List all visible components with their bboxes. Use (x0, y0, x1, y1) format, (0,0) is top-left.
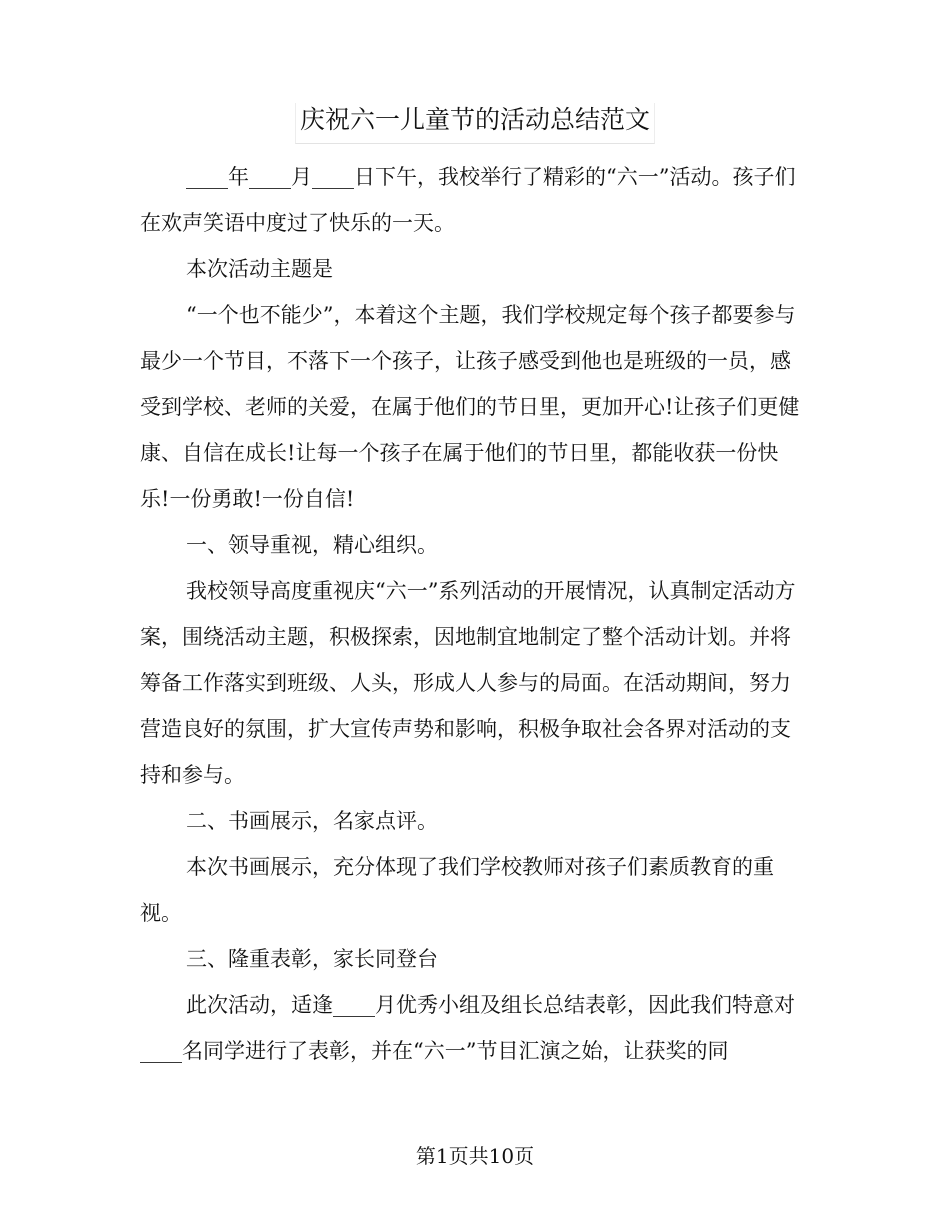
section-heading-3: 三、隆重表彰，家长同登台 (186, 947, 438, 971)
paragraph-theme-heading: 本次活动主题是 (186, 257, 333, 281)
section-heading-1: 一、领导重视，精心组织。 (186, 533, 438, 557)
paragraph-theme: “一个也不能少”，本着这个主题，我们学校规定每个孩子都要参与最少一个节目，不落下一个孩子，让孩子感受到他也是班级的一员，感受到学校、老师的关爱，在属于他们的节日里，更加开心!让孩子们更健康、自信在成长!让每一个孩子在属于他们的节日里，都能收获一份快乐!一份勇敢!一份自信! (140, 303, 800, 511)
document-title: 庆祝六一儿童节的活动总结范文 (295, 103, 655, 144)
section-heading-2: 二、书画展示，名家点评。 (186, 809, 438, 833)
document-body (140, 154, 800, 1074)
paragraph-section-2: 本次书画展示，充分体现了我们学校教师对孩子们素质教育的重视。 (140, 855, 774, 925)
page-number-footer: 第1页共10页 (415, 1144, 535, 1168)
paragraph-section-3: 此次活动，适逢____月优秀小组及组长总结表彰，因此我们特意对____名同学进行了表彰，并在“六一”节目汇演之始，让获奖的同 (140, 993, 795, 1063)
paragraph-section-1: 我校领导高度重视庆“六一”系列活动的开展情况，认真制定活动方案，围绕活动主题，积极探索，因地制宜地制定了整个活动计划。并将筹备工作落实到班级、人头，形成人人参与的局面。在活动期间，努力营造良好的氛围，扩大宣传声势和影响，积极争取社会各界对活动的支持和参与。 (140, 579, 796, 787)
paragraph-intro: ____年____月____日下午，我校举行了精彩的“六一”活动。孩子们在欢声笑语中度过了快乐的一天。 (140, 165, 796, 235)
document-title-wrap (0, 103, 950, 144)
